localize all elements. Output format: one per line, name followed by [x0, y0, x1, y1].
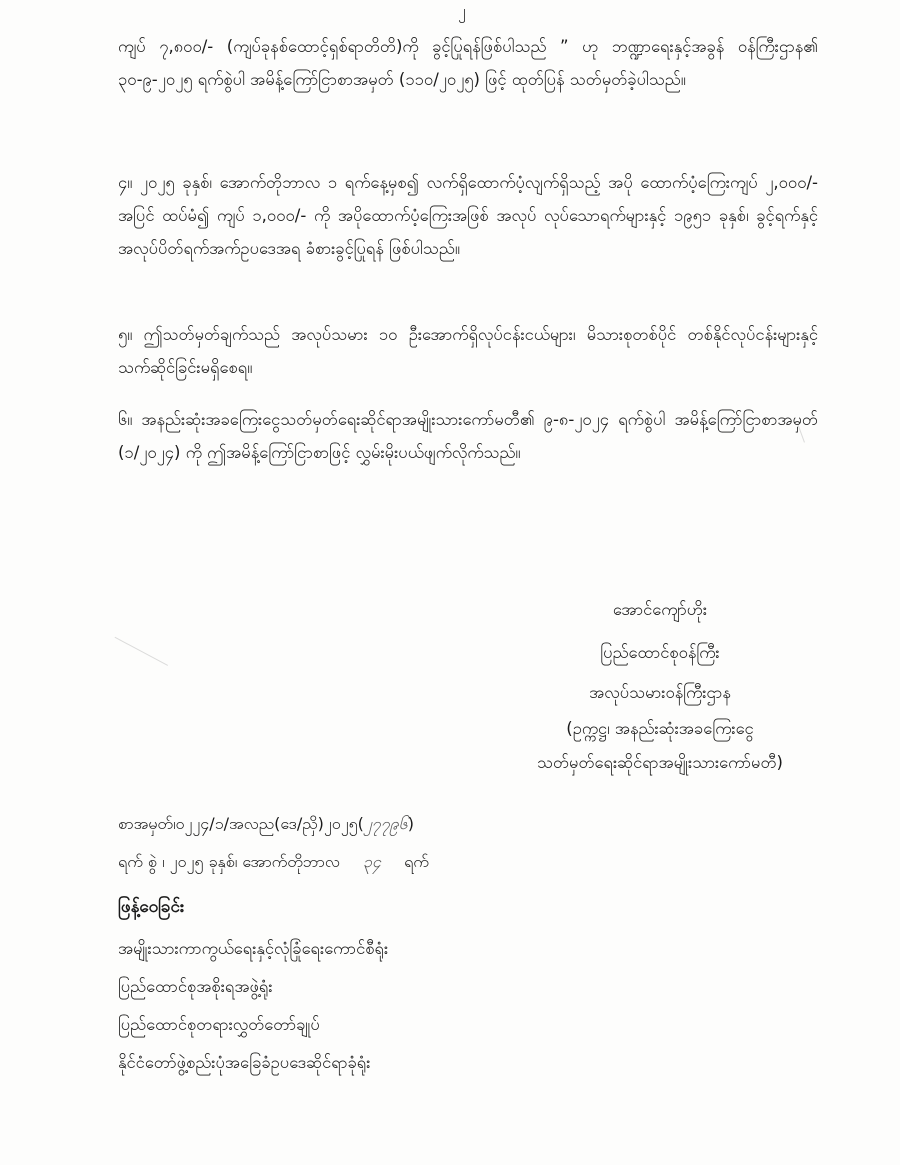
reference-number-close: ): [407, 814, 414, 833]
signatory-role-line-1: (ဥက္ကဋ္ဌ၊ အနည်းဆုံးအခကြေးငွေ: [566, 719, 754, 738]
page-number: ၂: [458, 1, 466, 20]
paragraph-6: ၆။ အနည်းဆုံးအခကြေးငွေသတ်မှတ်ရေးဆိုင်ရာအမျိုးသားကော်မတီ၏ ၉-၈-၂၀၂၄ ရက်စွဲပါ အမိန့်ကြော်ငြာစာအမှတ် (၁/၂၀၂၄) ကို ဤအမိန့်ကြော်ငြာစာဖြင့် လွှမ်းမိုးပယ်ဖျက်လိုက်သည်။: [118, 410, 818, 462]
distribution-item: ပြည်ထောင်စုတရားလွှတ်တော်ချုပ်: [118, 1015, 320, 1034]
paragraph-5: ၅။ ဤသတ်မှတ်ချက်သည် အလုပ်သမား ၁၀ ဦးအောက်ရှိလုပ်ငန်းငယ်များ၊ မိသားစုတစ်ပိုင် တစ်နိုင်လုပ်ငန်းများနှင့်သက်ဆိုင်ခြင်းမရှိစေရ။: [118, 325, 818, 377]
distribution-item: အမျိုးသားကာကွယ်ရေးနှင့်လုံခြုံရေးကောင်စီရုံး: [118, 939, 389, 958]
distribution-item: နိုင်ငံတော်ဖွဲ့စည်းပုံအခြေခံဥပဒေဆိုင်ရာခုံရုံး: [118, 1053, 371, 1072]
paragraph-4: ၄။ ၂၀၂၅ ခုနှစ်၊ အောက်တိုဘာလ ၁ ရက်နေ့မှစ၍ လက်ရှိထောက်ပံ့လျက်ရှိသည့် အပို ထောက်ပံ့ကြေးကျပ် ၂,၀၀၀/- အပြင် ထပ်မံ၍ ကျပ် ၁,၀၀၀/- ကို အပိုထောက်ပံ့ကြေးအဖြစ် အလုပ် လုပ်သောရက်များနှင့် ၁၉၅၁ ခုနှစ်၊ ခွင့်ရက်နှင့် အလုပ်ပိတ်ရက်အက်ဥပဒေအရ ခံစားခွင့်ပြုရန် ဖြစ်ပါသည်။: [118, 173, 818, 258]
signatory-title: ပြည်ထောင်စုဝန်ကြီး: [600, 643, 720, 662]
distribution-item: ပြည်ထောင်စုအစိုးရအဖွဲ့ရုံး: [118, 977, 273, 996]
reference-date-suffix: ရက်: [404, 852, 429, 871]
reference-number-handwritten: ၂၇၇၉၆: [363, 814, 408, 833]
distribution-list: [118, 934, 388, 1086]
signatory-role-line-2: သတ်မှတ်ရေးဆိုင်ရာအမျိုးသားကော်မတီ): [537, 753, 783, 772]
reference-number-printed: စာအမှတ်၊၀၂၂၄/၁/အလည(ဒေ/ညှိ)၂၀၂၅(: [118, 814, 364, 833]
signatory-ministry: အလုပ်သမားဝန်ကြီးဌာန: [589, 683, 731, 702]
reference-date-prefix: ရက် စွဲ ၊ ၂၀၂၅ ခုနှစ်၊ အောက်တိုဘာလ: [118, 852, 340, 871]
reference-number: [118, 813, 414, 837]
paper-smudge-mark: [108, 637, 168, 678]
distribution-heading: ဖြန့်ဝေခြင်း: [118, 897, 185, 917]
reference-date: [118, 851, 429, 875]
signatory-name: အောင်ကျော်ဟိုး: [612, 600, 708, 619]
paragraph-3-continuation: ကျပ် ၇,၈၀၀/- (ကျပ်ခုနစ်ထောင့်ရှစ်ရာတိတိ)ကို ခွင့်ပြုရန်ဖြစ်ပါသည် ” ဟု ဘဏ္ဍာရေးနှင့်အခွန် ဝန်ကြီးဌာန၏ ၃၀-၉-၂၀၂၅ ရက်စွဲပါ အမိန့်ကြော်ငြာစာအမှတ် (၁၁၀/၂၀၂၅) ဖြင့် ထုတ်ပြန် သတ်မှတ်ခဲ့ပါသည်။: [118, 37, 818, 89]
reference-date-handwritten-day: ၃၄: [362, 852, 381, 871]
